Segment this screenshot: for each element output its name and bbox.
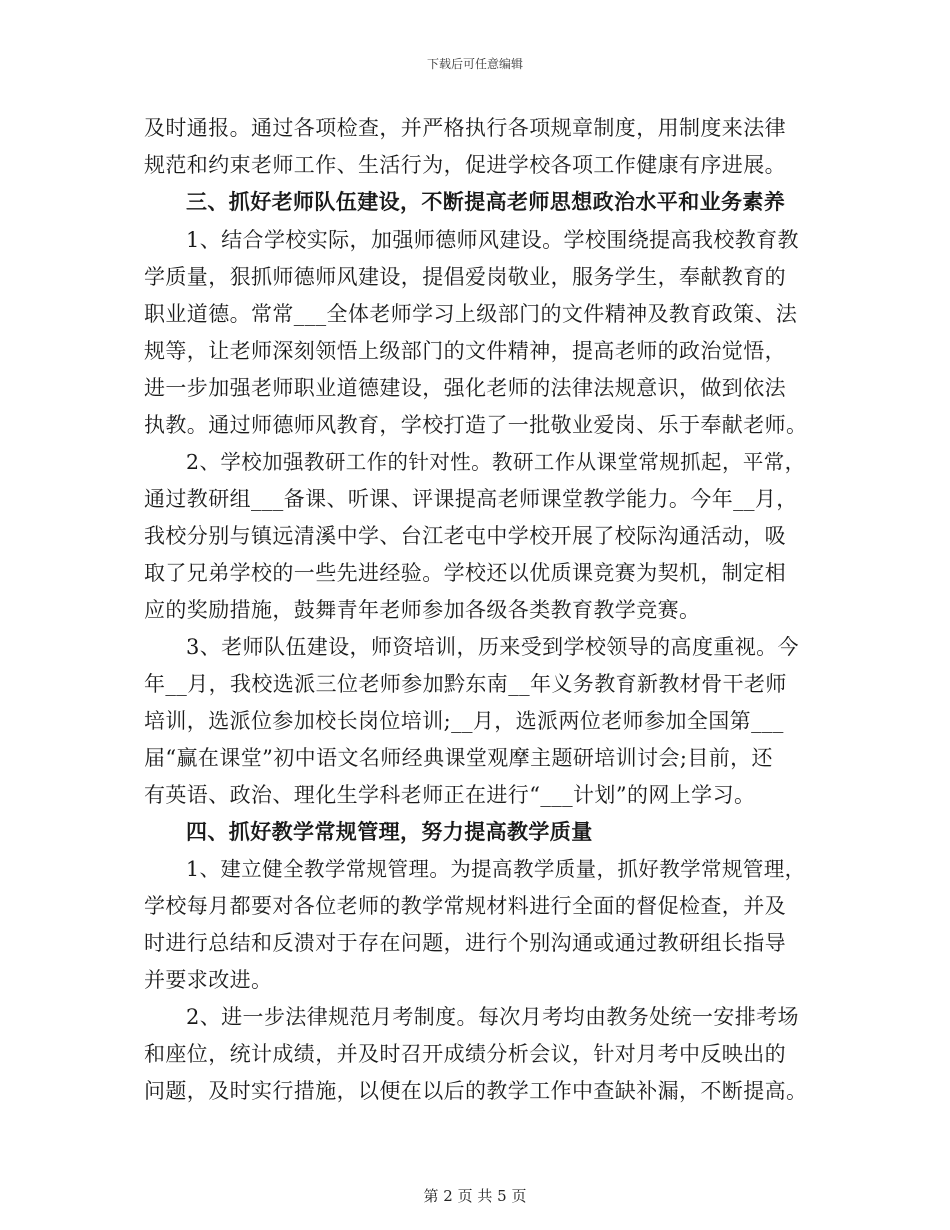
body-line: 时进行总结和反溃对于存在问题，进行个别沟通或通过教研组长指导 <box>144 931 786 955</box>
body-line: 通过教研组___备课、听课、评课提高老师课堂教学能力。今年__月， <box>144 487 798 511</box>
body-line: 年__月，我校选派三位老师参加黔东南__年义务教育新教材骨干老师 <box>144 672 787 696</box>
body-line: 及时通报。通过各项检查，并严格执行各项规章制度，用制度来法律 <box>144 116 786 140</box>
body-line: 我校分别与镇远清溪中学、台江老屯中学校开展了校际沟通活动，吸 <box>144 524 786 548</box>
body-line: 规等，让老师深刻领悟上级部门的文件精神，提高老师的政治觉悟， <box>144 339 786 363</box>
body-line: 2、学校加强教研工作的针对性。教研工作从课堂常规抓起，平常， <box>186 450 806 474</box>
section-heading-3: 三、抓好老师队伍建设，不断提高老师思想政治水平和业务素养 <box>186 189 786 214</box>
body-line: 取了兄弟学校的一些先进经验。学校还以优质课竞赛为契机，制定相 <box>144 561 786 585</box>
body-line: 并要求改进。 <box>144 968 273 992</box>
body-line: 问题，及时实行措施，以便在以后的教学工作中查缺补漏，不断提高。 <box>144 1079 808 1103</box>
body-line: 执教。通过师德师风教育，学校打造了一批敬业爱岗、乐于奉献老师。 <box>144 413 808 437</box>
body-line: 应的奖励措施，鼓舞青年老师参加各级各类教育教学竞赛。 <box>144 598 701 622</box>
body-line: 培训，选派位参加校长岗位培训;__月，选派两位老师参加全国第___ <box>144 709 784 733</box>
body-line: 有英语、政治、理化生学科老师正在进行“___计划”的网上学习。 <box>144 783 756 807</box>
body-line: 职业道德。常常___全体老师学习上级部门的文件精神及教育政策、法 <box>144 302 798 326</box>
body-line: 学校每月都要对各位老师的教学常规材料进行全面的督促检查，并及 <box>144 894 786 918</box>
body-line: 届“赢在课堂”初中语文名师经典课堂观摩主题研培训讨会;目前，还 <box>144 746 773 770</box>
body-line: 2、进一步法律规范月考制度。每次月考均由教务处统一安排考场 <box>186 1005 799 1029</box>
body-line: 和座位，统计成绩，并及时召开成绩分析会议，针对月考中反映出的 <box>144 1042 786 1066</box>
body-line: 3、老师队伍建设，师资培训，历来受到学校领导的高度重视。今 <box>186 635 799 659</box>
body-line: 1、建立健全教学常规管理。为提高教学质量，抓好教学常规管理， <box>186 857 806 881</box>
body-line: 学质量，狠抓师德师风建设，提倡爱岗敬业，服务学生，奉献教育的 <box>144 265 786 289</box>
body-line: 进一步加强老师职业道德建设，强化老师的法律法规意识，做到依法 <box>144 376 786 400</box>
page-number: 第 2 页 共 5 页 <box>423 1187 527 1205</box>
page-header-note: 下载后可任意编辑 <box>426 57 523 71</box>
section-heading-4: 四、抓好教学常规管理，努力提高教学质量 <box>186 819 593 844</box>
body-line: 规范和约束老师工作、生活行为，促进学校各项工作健康有序进展。 <box>144 153 786 177</box>
body-line: 1、结合学校实际，加强师德师风建设。学校围绕提高我校教育教 <box>186 228 799 252</box>
